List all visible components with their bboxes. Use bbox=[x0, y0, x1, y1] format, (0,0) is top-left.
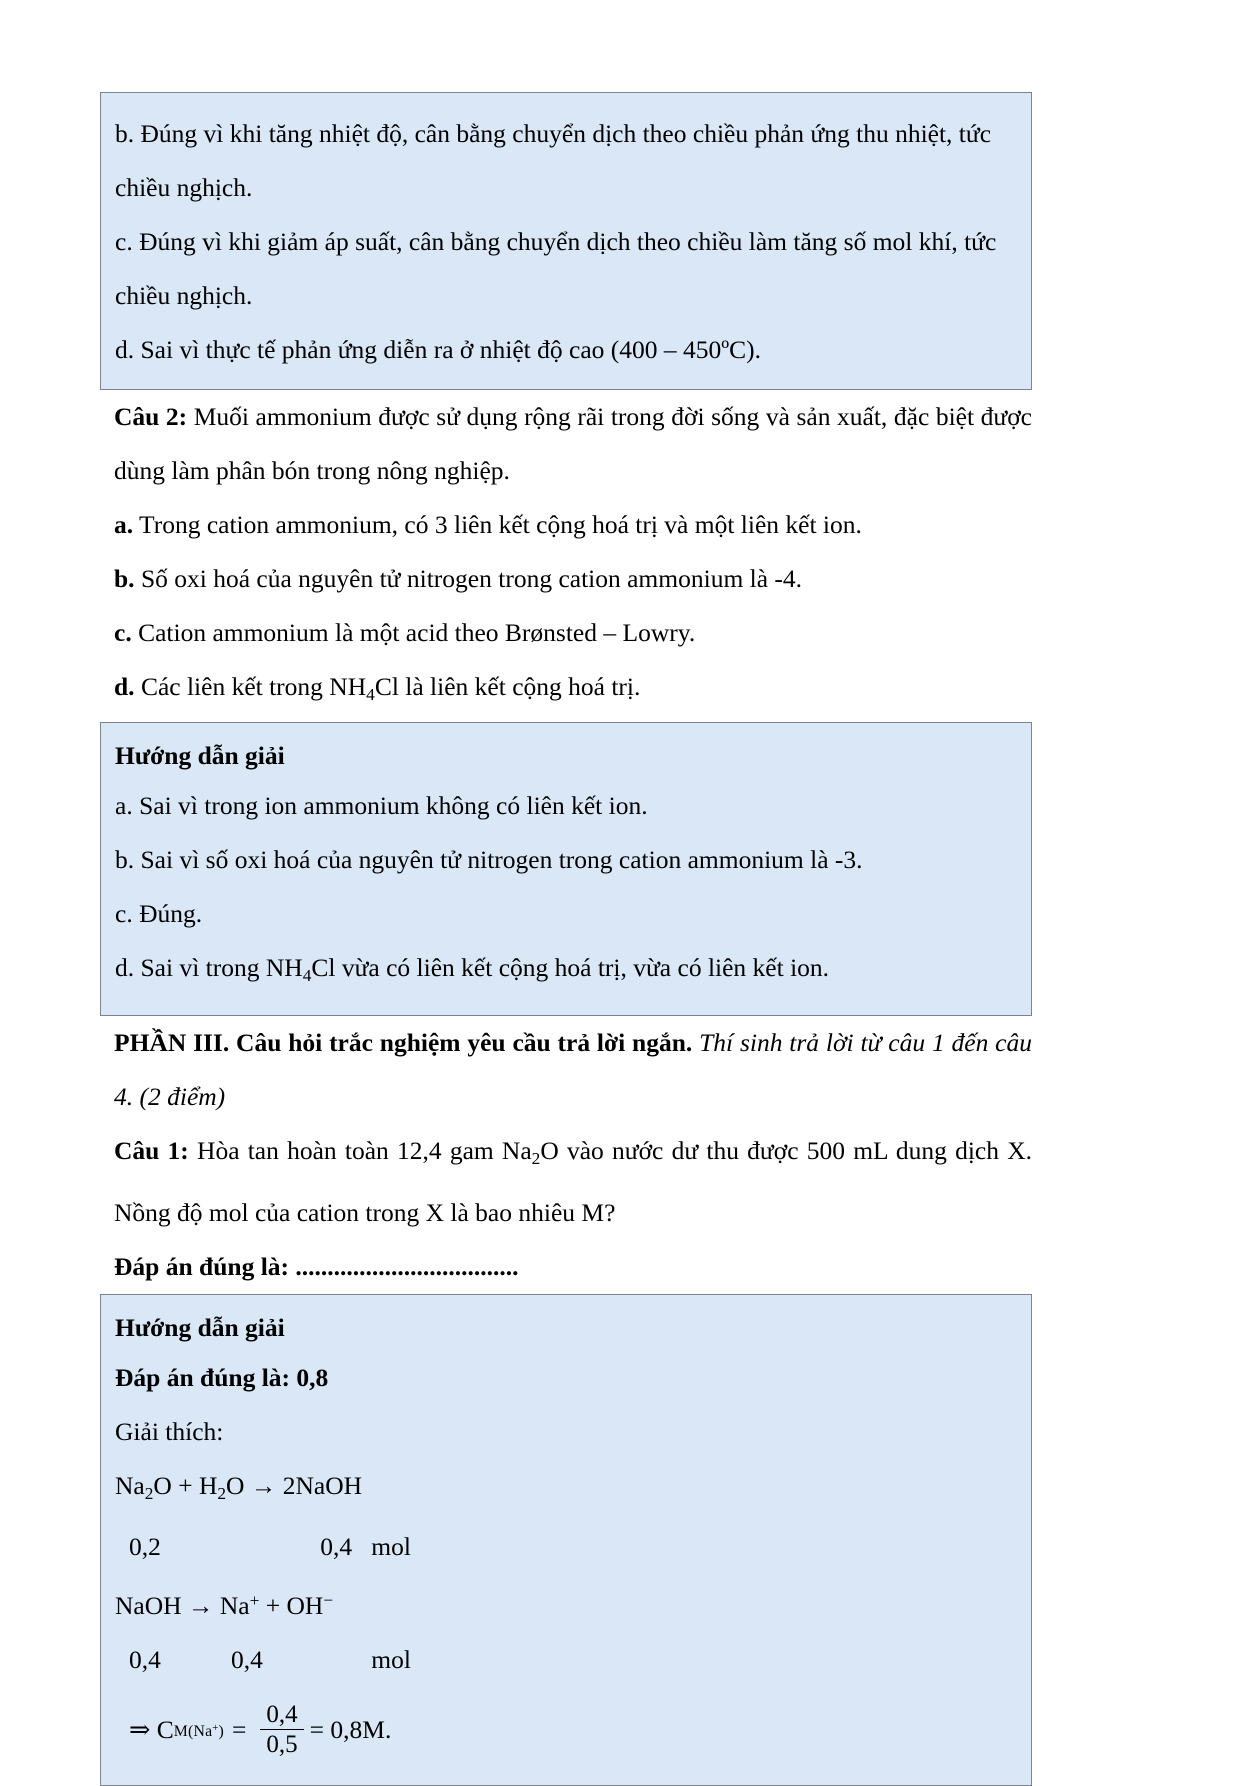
eq1-sub-a: 2 bbox=[144, 1483, 154, 1503]
final-equals-1: = bbox=[232, 1715, 247, 1745]
solution-line-d: d. Sai vì thực tế phản ứng diễn ra ở nhiệt độ cao (400 – 450ºC). bbox=[115, 335, 762, 364]
eq1-sub-b: 2 bbox=[217, 1483, 227, 1503]
eq1-part-c: O → 2NaOH bbox=[226, 1470, 363, 1500]
answer-blank-row bbox=[100, 1240, 1032, 1294]
option-c-text: Cation ammonium là một acid theo Brønsted – Lowry. bbox=[131, 618, 696, 647]
solution-2-line-d-pre: d. Sai vì trong NH bbox=[115, 952, 303, 982]
final-result: = 0,8M. bbox=[309, 1715, 392, 1745]
equation-na2o-h2o bbox=[115, 1459, 1017, 1521]
question-2-stem bbox=[100, 390, 1032, 498]
question-2-option-b bbox=[100, 552, 1032, 606]
option-d-key: d. bbox=[114, 672, 135, 701]
solution-2-line-d-subscript: 4 bbox=[302, 965, 312, 985]
final-subscript-close: ) bbox=[218, 1723, 225, 1741]
final-subscript-text: M(Na bbox=[173, 1723, 213, 1741]
final-subscript-charge: + bbox=[212, 1722, 219, 1735]
eq2-part-a: NaOH → Na bbox=[115, 1591, 250, 1621]
solution-2-line-d bbox=[115, 941, 1017, 1003]
fraction-denominator: 0,5 bbox=[260, 1729, 303, 1758]
solution-3-heading: Hướng dẫn giải bbox=[115, 1312, 285, 1342]
question-2-label: Câu 2: bbox=[114, 402, 188, 431]
answer-dotted-blank[interactable]: ................................... bbox=[289, 1251, 519, 1281]
option-a-key: a. bbox=[114, 510, 134, 539]
question-2-text: Muối ammonium được sử dụng rộng rãi trong đời sống và sản xuất, đặc biệt được dùng làm phân bón trong nông nghiệp. bbox=[114, 402, 1032, 485]
question-2-option-a bbox=[100, 498, 1032, 552]
final-arrow-c: ⇒ C bbox=[129, 1715, 174, 1745]
option-d-subscript: 4 bbox=[366, 684, 375, 704]
part-3-title: PHẦN III. Câu hỏi trắc nghiệm yêu cầu trả lời ngắn. bbox=[114, 1027, 693, 1057]
eq2-sup-b: − bbox=[323, 1591, 334, 1611]
option-b-key: b. bbox=[114, 564, 135, 593]
solution-2-line-b: b. Sai vì số oxi hoá của nguyên tử nitrogen trong cation ammonium là -3. bbox=[115, 844, 863, 874]
solution-3-answer: Đáp án đúng là: 0,8 bbox=[115, 1362, 329, 1392]
solution-box-part3-question-1 bbox=[100, 1294, 1032, 1786]
option-d-text-pre: Các liên kết trong NH bbox=[134, 672, 367, 701]
mole-row-2: 0,4 0,4 mol bbox=[129, 1645, 411, 1675]
solution-box-continued bbox=[100, 92, 1032, 390]
part3-question-1-post: O vào nước dư thu được 500 mL dung dịch X. Nồng độ mol của cation trong X là bao nhiêu M? bbox=[114, 1135, 1033, 1227]
question-2-option-d bbox=[100, 660, 1032, 722]
solution-2-line-c: c. Đúng. bbox=[115, 898, 203, 928]
answer-label: Đáp án đúng là: bbox=[114, 1251, 290, 1281]
solution-3-explain-label: Giải thích: bbox=[115, 1416, 224, 1446]
eq2-part-b: + OH bbox=[259, 1591, 324, 1621]
option-a-text: Trong cation ammonium, có 3 liên kết cộng hoá trị và một liên kết ion. bbox=[133, 510, 862, 539]
final-subscript bbox=[174, 1701, 224, 1759]
option-d-text-post: Cl là liên kết cộng hoá trị. bbox=[374, 672, 641, 701]
eq2-sup-a: + bbox=[249, 1591, 260, 1611]
fraction-numerator: 0,4 bbox=[266, 1700, 298, 1728]
part3-question-1-stem bbox=[100, 1124, 1032, 1240]
solution-line-c: c. Đúng vì khi giảm áp suất, cân bằng chuyển dịch theo chiều làm tăng số mol khí, tức chiều nghịch. bbox=[115, 227, 997, 310]
eq1-part-a: Na bbox=[115, 1470, 145, 1500]
option-c-key: c. bbox=[114, 618, 132, 647]
final-concentration-formula bbox=[115, 1687, 1017, 1773]
final-fraction bbox=[260, 1702, 303, 1759]
option-b-text: Số oxi hoá của nguyên tử nitrogen trong cation ammonium là -4. bbox=[134, 564, 803, 593]
part-3-heading bbox=[100, 1016, 1032, 1124]
question-2-option-c bbox=[100, 606, 1032, 660]
solution-2-line-a: a. Sai vì trong ion ammonium không có liên kết ion. bbox=[115, 790, 648, 820]
part3-question-1-label: Câu 1: bbox=[114, 1135, 189, 1165]
eq1-part-b: O + H bbox=[153, 1470, 218, 1500]
part-3-instruction: Thí sinh trả lời từ câu 1 đến câu 4. (2 điểm) bbox=[114, 1027, 1032, 1111]
page-content bbox=[100, 92, 1032, 1786]
part3-question-1-pre: Hòa tan hoàn toàn 12,4 gam Na bbox=[188, 1135, 532, 1165]
solution-heading: Hướng dẫn giải bbox=[115, 740, 285, 770]
mole-row-1: 0,2 0,4 mol bbox=[129, 1532, 411, 1562]
equation-naoh-dissociation bbox=[115, 1574, 1017, 1633]
solution-line-b: b. Đúng vì khi tăng nhiệt độ, cân bằng chuyển dịch theo chiều phản ứng thu nhiệt, tức chiều nghịch. bbox=[115, 119, 992, 202]
solution-2-line-d-post: Cl vừa có liên kết cộng hoá trị, vừa có liên kết ion. bbox=[311, 952, 830, 982]
part3-question-1-subscript: 2 bbox=[531, 1148, 541, 1168]
solution-box-question-2 bbox=[100, 722, 1032, 1016]
